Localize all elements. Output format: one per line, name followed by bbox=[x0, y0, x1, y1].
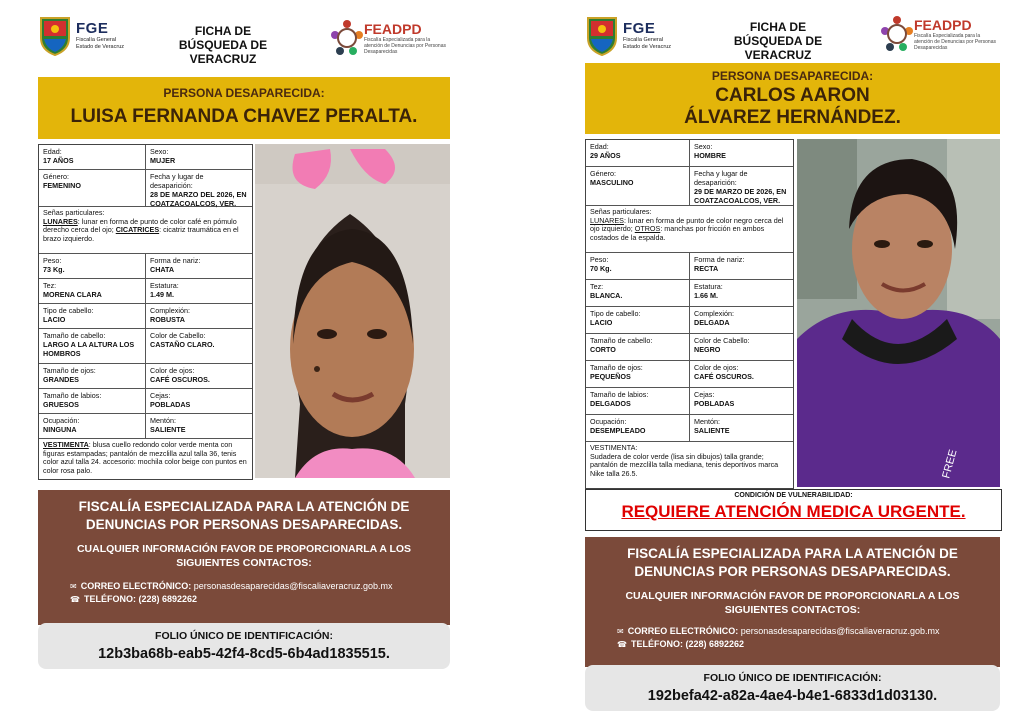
vestimenta-text: : blusa cuello redondo color verde menta con figuras estampadas; pantalón de mezclilla azul talla 36, tenis color azul talla 24. accesorio: mochila color beige con puntos en color rosa palo. bbox=[43, 440, 247, 475]
cejas-label: Cejas: bbox=[150, 391, 171, 400]
feadpd-logo bbox=[880, 14, 1000, 54]
search-card-luisa bbox=[38, 0, 450, 725]
otros-label: OTROS bbox=[634, 224, 661, 234]
menton-label: Mentón: bbox=[150, 416, 176, 425]
info-table bbox=[38, 144, 253, 480]
senas-label: Señas particulares: bbox=[590, 207, 652, 216]
vestimenta bbox=[586, 442, 793, 486]
fge-title: FGE bbox=[623, 20, 656, 37]
edad-label: Edad: bbox=[43, 147, 62, 156]
tam-ojos-label: Tamaño de ojos: bbox=[590, 363, 643, 372]
folio-value: 12b3ba68b-eab5-42f4-8cd5-6b4ad1835515. bbox=[98, 646, 390, 662]
feadpd-title: FEADPD bbox=[914, 17, 972, 33]
menton-value: SALIENTE bbox=[150, 425, 186, 434]
labios-value: DELGADOS bbox=[590, 399, 631, 408]
feadpd-subtitle: Fiscalía Especializada para la atención de Denuncias por Personas Desaparecidas bbox=[914, 33, 996, 51]
phone-row bbox=[70, 593, 450, 606]
tam-cabello-label: Tamaño de cabello: bbox=[590, 336, 653, 345]
peso-value: 70 Kg. bbox=[590, 264, 612, 273]
estatura-label: Estatura: bbox=[150, 281, 179, 290]
card-header bbox=[585, 0, 1000, 62]
cejas-value: POBLADAS bbox=[694, 399, 735, 408]
complexion-label: Complexión: bbox=[150, 306, 190, 315]
fge-subtitle-1: Fiscalía General bbox=[76, 37, 117, 43]
estatura-value: 1.66 M. bbox=[694, 291, 718, 300]
edad-value: 29 AÑOS bbox=[590, 151, 621, 160]
cabello-value: LACIO bbox=[43, 315, 66, 324]
person-photo bbox=[797, 139, 1000, 487]
estatura-value: 1.49 M. bbox=[150, 290, 174, 299]
veracruz-shield-icon bbox=[585, 14, 619, 56]
cabello-value: LACIO bbox=[590, 318, 613, 327]
person-photo bbox=[255, 144, 450, 478]
genero-label: Género: bbox=[590, 169, 616, 178]
lunares-label: LUNARES bbox=[43, 216, 78, 226]
folio-box bbox=[38, 623, 450, 669]
fge-logo bbox=[38, 14, 124, 56]
color-ojos-label: Color de ojos: bbox=[694, 363, 739, 372]
vestimenta-label: VESTIMENTA bbox=[43, 440, 89, 449]
contact-panel bbox=[585, 537, 1000, 667]
email-label: CORREO ELECTRÓNICO: bbox=[627, 626, 739, 636]
feadpd-title: FEADPD bbox=[364, 21, 422, 37]
color-ojos-value: CAFÉ OSCUROS. bbox=[694, 372, 754, 381]
info-table bbox=[585, 139, 794, 489]
veracruz-shield-icon bbox=[38, 14, 72, 56]
phone-row bbox=[617, 638, 1000, 651]
nariz-value: RECTA bbox=[694, 264, 719, 273]
fiscalia-title: FISCALÍA ESPECIALIZADA PARA LA ATENCIÓN DE DENUNCIAS POR PERSONAS DESAPARECIDAS. bbox=[627, 546, 958, 579]
phone-label: TELÉFONO: bbox=[83, 594, 136, 604]
labios-label: Tamaño de labios: bbox=[590, 390, 649, 399]
email-row bbox=[70, 580, 450, 593]
edad-value: 17 AÑOS bbox=[43, 156, 74, 165]
missing-person-banner bbox=[585, 63, 1000, 134]
edad-label: Edad: bbox=[590, 142, 609, 151]
color-cabello-value: NEGRO bbox=[694, 345, 721, 354]
tez-value: MORENA CLARA bbox=[43, 290, 102, 299]
phone-label: TELÉFONO: bbox=[630, 639, 683, 649]
sexo-value: HOMBRE bbox=[694, 151, 726, 160]
senas-label: Señas particulares: bbox=[43, 208, 105, 217]
fge-logo bbox=[585, 14, 671, 56]
vulnerability-value: REQUIERE ATENCIÓN MEDICA URGENTE. bbox=[621, 502, 966, 521]
lunares-text: : lunar en forma de punto de color café en pómulo derecho cerca del ojo; bbox=[43, 216, 237, 235]
tez-value: BLANCA. bbox=[590, 291, 623, 300]
nariz-value: CHATA bbox=[150, 265, 175, 274]
fecha-label: Fecha y lugar de desaparición: bbox=[150, 172, 204, 190]
vestimenta-text: Sudadera de color verde (lisa sin dibujos) talla grande; pantalón de mezclilla talla mediana, tenis deportivos marca Nike talla 26.5. bbox=[590, 451, 779, 478]
fecha-label: Fecha y lugar de desaparición: bbox=[694, 169, 748, 187]
genero-label: Género: bbox=[43, 172, 69, 181]
tam-cabello-value: CORTO bbox=[590, 345, 616, 354]
phone-number[interactable]: (228) 6892262 bbox=[138, 594, 198, 604]
fge-subtitle-1: Fiscalía General bbox=[623, 37, 664, 43]
senas-particulares bbox=[39, 207, 252, 253]
envelope-icon: ✉ bbox=[70, 582, 77, 591]
fge-subtitle-2: Estado de Veracruz bbox=[623, 43, 672, 50]
fiscalia-title: FISCALÍA ESPECIALIZADA PARA LA ATENCIÓN DE DENUNCIAS POR PERSONAS DESAPARECIDAS. bbox=[78, 499, 410, 532]
sexo-label: Sexo: bbox=[694, 142, 713, 151]
ocupacion-label: Ocupación: bbox=[43, 416, 80, 425]
banner-label: PERSONA DESAPARECIDA: bbox=[163, 86, 325, 100]
color-cabello-value: CASTAÑO CLARO. bbox=[150, 340, 215, 349]
sexo-value: MUJER bbox=[150, 156, 176, 165]
missing-person-banner bbox=[38, 77, 450, 139]
menton-label: Mentón: bbox=[694, 417, 720, 426]
folio-box bbox=[585, 665, 1000, 711]
card-header bbox=[38, 0, 450, 66]
vulnerability-label: CONDICIÓN DE VULNERABILIDAD: bbox=[734, 492, 853, 499]
vulnerability-box bbox=[585, 489, 1002, 531]
complexion-value: ROBUSTA bbox=[150, 315, 186, 324]
feadpd-people-icon bbox=[330, 18, 364, 58]
estatura-label: Estatura: bbox=[694, 282, 723, 291]
email-label: CORREO ELECTRÓNICO: bbox=[80, 581, 192, 591]
tez-label: Tez: bbox=[43, 281, 57, 290]
ocupacion-label: Ocupación: bbox=[590, 417, 627, 426]
color-ojos-value: CAFÉ OSCUROS. bbox=[150, 375, 210, 384]
cejas-value: POBLADAS bbox=[150, 400, 191, 409]
cicatrices-label: CICATRICES bbox=[115, 225, 160, 235]
feadpd-subtitle: Fiscalía Especializada para la atención de Denuncias por Personas Desaparecidas bbox=[364, 37, 446, 55]
phone-icon: ☎ bbox=[617, 640, 627, 649]
labios-value: GRUESOS bbox=[43, 400, 79, 409]
tam-cabello-value: LARGO A LA ALTURA LOS HOMBROS bbox=[43, 340, 135, 358]
feadpd-logo bbox=[330, 18, 450, 58]
color-ojos-label: Color de ojos: bbox=[150, 366, 195, 375]
complexion-value: DELGADA bbox=[694, 318, 730, 327]
cabello-label: Tipo de cabello: bbox=[590, 309, 641, 318]
fecha-value: 28 DE MARZO DEL 2026, EN COATZACOALCOS, VER. bbox=[150, 190, 247, 208]
nariz-label: Forma de nariz: bbox=[150, 256, 201, 265]
search-card-carlos bbox=[585, 0, 1000, 725]
person-name-last: ÁLVAREZ HERNÁNDEZ. bbox=[684, 107, 901, 128]
phone-icon: ☎ bbox=[70, 595, 80, 604]
lunares-text: : lunar en forma de punto de color negro cerca del ojo izquierdo; bbox=[590, 215, 784, 234]
envelope-icon: ✉ bbox=[617, 627, 624, 636]
tam-ojos-value: PEQUEÑOS bbox=[590, 372, 631, 381]
fecha-value: 29 DE MARZO DE 2026, EN COATZACOALCOS, VER. bbox=[694, 187, 787, 205]
girl-portrait-icon bbox=[255, 144, 450, 478]
ocupacion-value: DESEMPLEADO bbox=[590, 426, 646, 435]
labios-label: Tamaño de labios: bbox=[43, 391, 102, 400]
lunares-label: LUNARES bbox=[590, 215, 624, 225]
folio-value: 192befa42-a82a-4ae4-b4e1-6833d1d03130. bbox=[647, 688, 938, 704]
fge-title: FGE bbox=[76, 20, 109, 37]
genero-value: FEMENINO bbox=[43, 181, 81, 190]
contact-instructions: CUALQUIER INFORMACIÓN FAVOR DE PROPORCIONARLA A LOS SIGUIENTES CONTACTOS: bbox=[76, 543, 412, 569]
vestimenta-label: VESTIMENTA: bbox=[590, 443, 638, 452]
email-row bbox=[617, 625, 1000, 638]
cejas-label: Cejas: bbox=[694, 390, 715, 399]
tam-ojos-label: Tamaño de ojos: bbox=[43, 366, 96, 375]
ocupacion-value: NINGUNA bbox=[43, 425, 77, 434]
contact-instructions: CUALQUIER INFORMACIÓN FAVOR DE PROPORCIONARLA A LOS SIGUIENTES CONTACTOS: bbox=[625, 590, 960, 616]
person-name: LUISA FERNANDA CHAVEZ PERALTA. bbox=[70, 106, 418, 127]
vestimenta bbox=[39, 439, 252, 485]
fge-subtitle-2: Estado de Veracruz bbox=[76, 43, 125, 50]
tam-cabello-label: Tamaño de cabello: bbox=[43, 331, 106, 340]
peso-value: 73 Kg. bbox=[43, 265, 65, 274]
tez-label: Tez: bbox=[590, 282, 604, 291]
tam-ojos-value: GRANDES bbox=[43, 375, 79, 384]
email-link[interactable]: personasdesaparecidas@fiscaliaveracruz.gob.mx bbox=[193, 581, 393, 591]
phone-number[interactable]: (228) 6892262 bbox=[685, 639, 745, 649]
banner-label: PERSONA DESAPARECIDA: bbox=[711, 69, 874, 83]
contact-panel bbox=[38, 490, 450, 625]
senas-particulares bbox=[586, 206, 793, 252]
cicatrices-text: : cicatriz traumática en el brazo izquierdo. bbox=[43, 225, 239, 243]
shirt-print-text: FREE bbox=[940, 448, 960, 480]
folio-label: FOLIO ÚNICO DE IDENTIFICACIÓN: bbox=[703, 672, 882, 684]
nariz-label: Forma de nariz: bbox=[694, 255, 745, 264]
menton-value: SALIENTE bbox=[694, 426, 730, 435]
email-link[interactable]: personasdesaparecidas@fiscaliaveracruz.gob.mx bbox=[740, 626, 940, 636]
man-portrait-icon bbox=[797, 139, 1000, 487]
cabello-label: Tipo de cabello: bbox=[43, 306, 94, 315]
peso-label: Peso: bbox=[43, 256, 62, 265]
header-title: FICHA DE BÚSQUEDA DE VERACRUZ bbox=[733, 20, 823, 62]
color-cabello-label: Color de Cabello: bbox=[694, 336, 750, 345]
complexion-label: Complexión: bbox=[694, 309, 734, 318]
peso-label: Peso: bbox=[590, 255, 609, 264]
otros-text: : manchas por fricción en ambos costados de la espalda. bbox=[590, 224, 765, 242]
header-title: FICHA DE BÚSQUEDA DE VERACRUZ bbox=[178, 24, 268, 66]
folio-label: FOLIO ÚNICO DE IDENTIFICACIÓN: bbox=[155, 630, 333, 642]
feadpd-people-icon bbox=[880, 14, 914, 54]
genero-value: MASCULINO bbox=[590, 178, 634, 187]
person-name-first: CARLOS AARON bbox=[715, 85, 870, 106]
color-cabello-label: Color de Cabello: bbox=[150, 331, 206, 340]
sexo-label: Sexo: bbox=[150, 147, 169, 156]
